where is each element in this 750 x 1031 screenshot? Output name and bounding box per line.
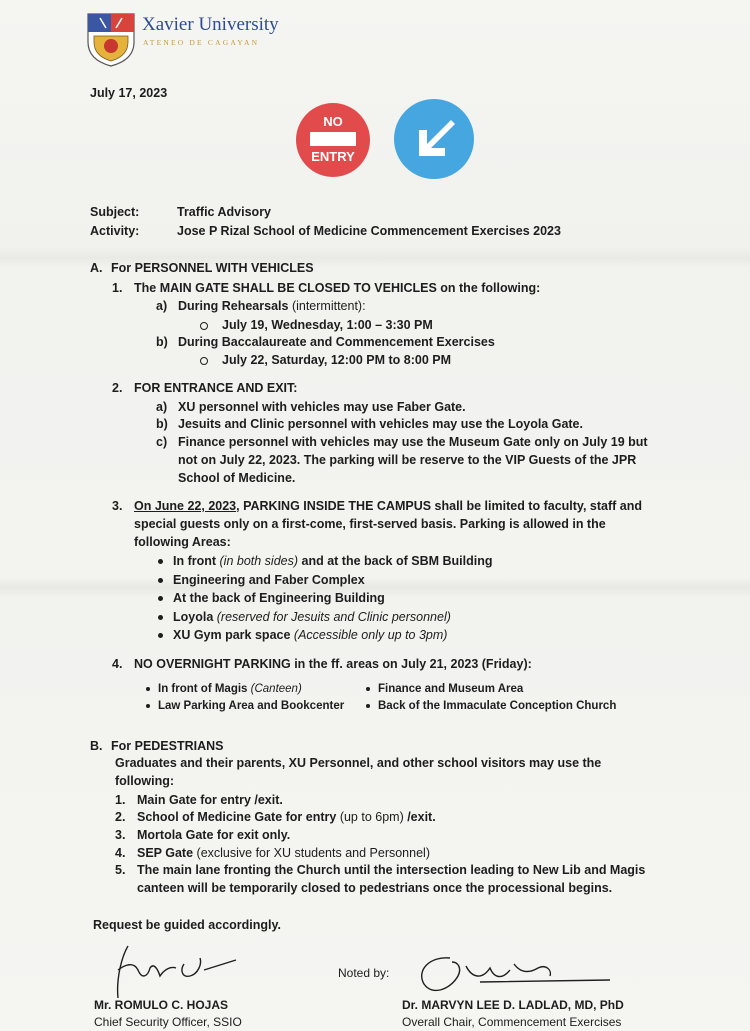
a2a-label: a) (156, 400, 168, 414)
b-item-5-line1: The main lane fronting the Church until the intersection leading to New Lib and Magis (137, 863, 646, 877)
signatory-1-title: Chief Security Officer, SSIO (94, 1015, 242, 1029)
b-item-5-number: 5. (115, 863, 126, 877)
section-b-label: B. (90, 739, 103, 753)
bullet-icon (366, 687, 370, 691)
list-item: In front (in both sides) and at the back of SBM Building (158, 554, 492, 568)
ring-bullet-icon (200, 322, 208, 330)
signature-2-icon (410, 944, 620, 1006)
b-item-4: 4. SEP Gate (exclusive for XU students and Personnel) (115, 846, 430, 860)
subject-value: Traffic Advisory (177, 205, 272, 219)
bullet-icon (158, 596, 163, 601)
document-date: July 17, 2023 (90, 86, 168, 100)
a2a-text: XU personnel with vehicles may use Faber Gate. (178, 400, 466, 414)
signatory-1-name: Mr. ROMULO C. HOJAS (94, 998, 229, 1012)
bullet-icon (366, 704, 370, 708)
no-entry-sign-icon (295, 102, 371, 178)
b-intro-line2: following: (115, 774, 175, 788)
a1a-text: During Rehearsals (intermittent): (178, 299, 366, 313)
a3-number: 3. (112, 499, 123, 513)
a1b-sub: July 22, Saturday, 12:00 PM to 8:00 PM (200, 353, 451, 367)
activity-value: Jose P Rizal School of Medicine Commencement Exercises 2023 (177, 224, 561, 238)
a2b-label: b) (156, 417, 168, 431)
b-intro-line1: Graduates and their parents, XU Personnel, and other school visitors may use the (115, 756, 602, 770)
a2b-text: Jesuits and Clinic personnel with vehicles may use the Loyola Gate. (178, 417, 583, 431)
a2c-line3: School of Medicine. (178, 471, 296, 485)
no-entry-line1: NO (323, 114, 343, 129)
list-item: XU Gym park space (Accessible only up to 3pm) (158, 628, 447, 642)
closing-text: Request be guided accordingly. (93, 918, 281, 932)
b-item-3: 3. Mortola Gate for exit only. (115, 828, 291, 842)
a1-number: 1. (112, 281, 123, 295)
signature-1-icon (104, 940, 244, 1006)
bullet-icon (158, 578, 163, 583)
a2c-line1: Finance personnel with vehicles may use the Museum Gate only on July 19 but (178, 435, 648, 449)
a1a-label: a) (156, 299, 168, 313)
list-item: Finance and Museum Area (366, 683, 523, 695)
b-item-5-line2: canteen will be temporarily closed to pedestrians once the processional begins. (137, 881, 613, 895)
university-name: Xavier University (142, 14, 279, 35)
signatory-2-title: Overall Chair, Commencement Exercises (402, 1015, 622, 1029)
activity-label: Activity: (90, 224, 140, 238)
a1a-sub: July 19, Wednesday, 1:00 – 3:30 PM (200, 318, 433, 332)
list-item: Law Parking Area and Bookcenter (146, 700, 344, 712)
ring-bullet-icon (200, 357, 208, 365)
no-entry-line2: ENTRY (311, 149, 355, 164)
section-b-title: For PEDESTRIANS (111, 739, 224, 753)
bullet-icon (158, 633, 163, 638)
b-item-1: 1. Main Gate for entry /exit. (115, 793, 283, 807)
list-item: Loyola (reserved for Jesuits and Clinic personnel) (158, 610, 451, 624)
bullet-icon (146, 687, 150, 691)
subject-label: Subject: (90, 205, 140, 219)
keep-left-arrow-sign-icon (393, 98, 475, 180)
a3-line1: On June 22, 2023, PARKING INSIDE THE CAMPUS shall be limited to faculty, staff and (134, 499, 642, 513)
bullet-icon (158, 615, 163, 620)
a3-line2: special guests only on a first-come, first-served basis. Parking is allowed in the (134, 517, 606, 531)
section-a-title: For PERSONNEL WITH VEHICLES (111, 261, 314, 275)
a2c-line2: not on July 22, 2023. The parking will be reserve to the VIP Guests of the JPR (178, 453, 637, 467)
list-item: Back of the Immaculate Conception Church (366, 700, 616, 712)
bullet-icon (158, 559, 163, 564)
a3-line3: following Areas: (134, 535, 231, 549)
a1b-label: b) (156, 335, 168, 349)
list-item: At the back of Engineering Building (158, 591, 385, 605)
a4-text: NO OVERNIGHT PARKING in the ff. areas on July 21, 2023 (Friday): (134, 657, 532, 671)
a2c-label: c) (156, 435, 168, 449)
noted-by-label: Noted by: (338, 966, 390, 980)
b-item-2: 2. School of Medicine Gate for entry (up to 6pm) /exit. (115, 810, 436, 824)
list-item: Engineering and Faber Complex (158, 573, 365, 587)
a1-text: The MAIN GATE SHALL BE CLOSED TO VEHICLES on the following: (134, 281, 541, 295)
signatory-2-name: Dr. MARVYN LEE D. LADLAD, MD, PhD (402, 998, 624, 1012)
a1b-text: During Baccalaureate and Commencement Exercises (178, 335, 495, 349)
a2-number: 2. (112, 381, 123, 395)
a4-number: 4. (112, 657, 123, 671)
a2-text: FOR ENTRANCE AND EXIT: (134, 381, 298, 395)
a3-date: On June 22, 2023 (134, 499, 237, 513)
university-subtitle: ATENEO DE CAGAYAN (143, 38, 260, 47)
section-a-label: A. (90, 261, 103, 275)
university-seal-icon (86, 12, 136, 68)
list-item: In front of Magis (Canteen) (146, 683, 302, 695)
bullet-icon (146, 704, 150, 708)
